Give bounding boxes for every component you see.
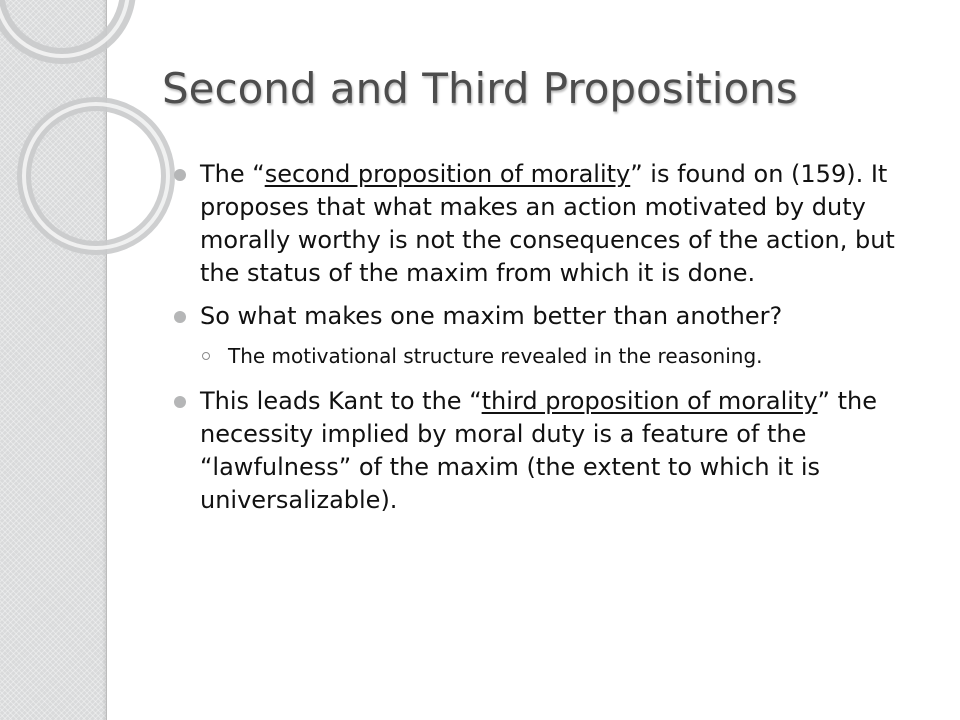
bullet-dot-icon — [174, 169, 186, 181]
slide-body — [172, 158, 932, 527]
bullet-text: So what makes one maxim better than another? — [200, 302, 783, 330]
bullet-item-second-proposition — [172, 158, 932, 290]
bullet-item-third-proposition — [172, 385, 932, 517]
decorative-rings — [0, 0, 180, 300]
sub-bullet-item — [200, 341, 932, 371]
underlined-term: third proposition of morality — [481, 387, 818, 415]
sub-bullet-ring-icon — [202, 352, 210, 360]
bullet-text-after: ” is found on (159). It proposes that what makes an action motivated by duty morally worthy is not the consequences of the action, but the status of the maxim from which it is done. — [200, 160, 895, 287]
bullet-text-before: The “ — [200, 160, 265, 188]
underlined-term: second proposition of morality — [264, 160, 631, 188]
slide-title: Second and Third Propositions — [162, 64, 798, 113]
bullet-text-after: ” the necessity implied by moral duty is a feature of the “lawfulness” of the maxim (the extent to which it is universalizable). — [200, 387, 877, 514]
bullet-text-before: This leads Kant to the “ — [200, 387, 482, 415]
sub-bullet-text: The motivational structure revealed in the reasoning. — [228, 344, 763, 368]
bullet-dot-icon — [174, 311, 186, 323]
bullet-item-question — [172, 300, 932, 333]
bullet-dot-icon — [174, 396, 186, 408]
